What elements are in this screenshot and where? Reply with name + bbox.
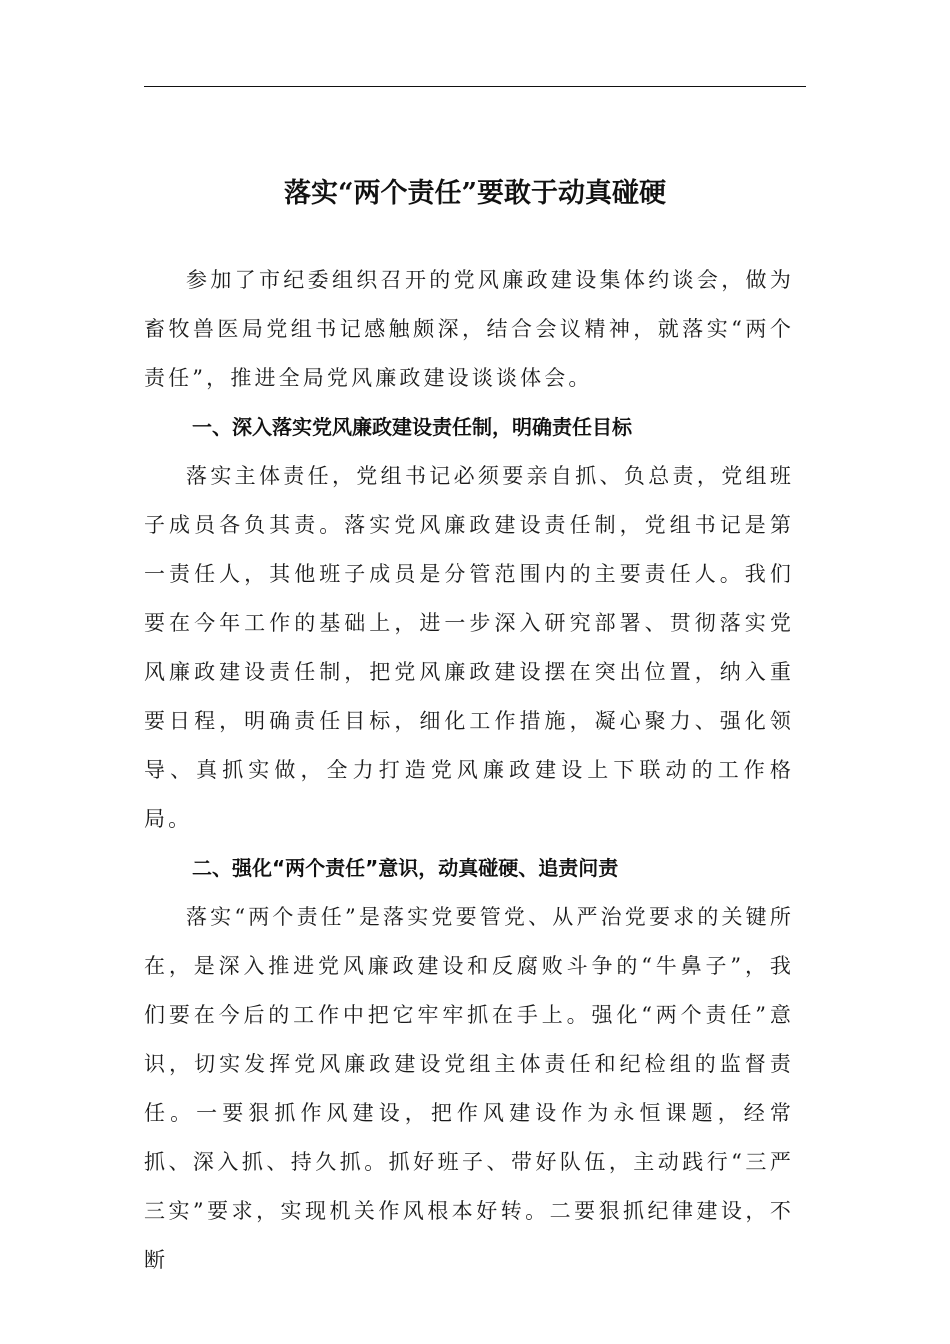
section-2-paragraph: 落实“两个责任”是落实党要管党、从严治党要求的关键所在，是深入推进党风廉政建设和反腐败斗争的“牛鼻子”，我们要在今后的工作中把它牢牢抓在手上。强化“两个责任”意识，切实发挥党风廉政建设党组主体责任和纪检组的监督责任。一要狠抓作风建设，把作风建设作为永恒课题，经常抓、深入抓、持久抓。抓好班子、带好队伍，主动践行“三严三实”要求，实现机关作风根本好转。二要狠抓纪律建设，不断: [144, 905, 794, 1272]
intro-paragraph: 参加了市纪委组织召开的党风廉政建设集体约谈会，做为畜牧兽医局党组书记感触颇深，结合会议精神，就落实“两个责任”，推进全局党风廉政建设谈谈体会。: [144, 268, 794, 390]
document-title: 落实“两个责任”要敢于动真碰硬: [283, 178, 667, 209]
section-1-heading: 一、深入落实党风廉政建设责任制，明确责任目标: [192, 415, 632, 439]
header-rule: [144, 86, 806, 87]
section-1-paragraph: 落实主体责任，党组书记必须要亲自抓、负总责，党组班子成员各负其责。落实党风廉政建设责任制，党组书记是第一责任人，其他班子成员是分管范围内的主要责任人。我们要在今年工作的基础上，进一步深入研究部署、贯彻落实党风廉政建设责任制，把党风廉政建设摆在突出位置，纳入重要日程，明确责任目标，细化工作措施，凝心聚力、强化领导、真抓实做，全力打造党风廉政建设上下联动的工作格局。: [144, 464, 794, 831]
document-body: [144, 256, 794, 1285]
section-2-heading: 二、强化“两个责任”意识，动真碰硬、追责问责: [192, 856, 619, 880]
